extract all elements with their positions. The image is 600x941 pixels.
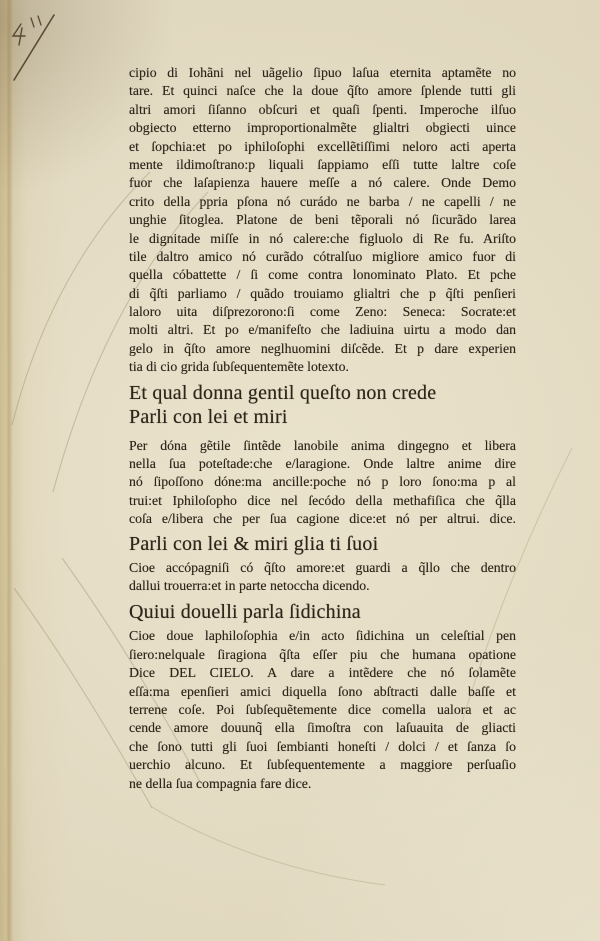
text-line: cende amore douunq̃ ella ſimoſtra con laſuauita de gliacti <box>129 720 516 736</box>
text-line: coſa e/libera che per ſua cagione dice:et nó per altrui. dice. <box>129 511 516 527</box>
heading-line: Parli con lei & miri glia ti ſuoi <box>129 532 379 555</box>
text-line: gelo in q̃ſto amore neglhuomini diſcẽde. Et p dare experien <box>129 340 516 356</box>
handwritten-ink-mark <box>0 0 110 100</box>
text-line: mente ildimoſtrano:p liquali ſappiamo eſſi tutte laltre coſe <box>129 156 516 172</box>
text-line: Per dóna gẽtile ſintẽde lanobile anima dingegno et libera <box>129 437 516 453</box>
section-heading <box>129 382 516 406</box>
text-line: nella ſua poteſtade:che e/laragione. Onde laltre anime dire <box>129 456 516 472</box>
text-line: nó ſipoſſono dóne:ma ancille:poche nó p loro ſono:ma p al <box>129 474 516 490</box>
text-line: tare. Et quinci naſce che la doue q̃ſto amore ſplende tutti gli <box>129 83 516 99</box>
text-line: Dice DEL CIELO. A dare a intẽdere che nó ſolamẽte <box>129 665 516 681</box>
text-line: altri amori ſiſanno obſcuri et quaſi ſpenti. Imperoche ilſuo <box>129 101 516 117</box>
text-line: di q̃ſti parliamo / quãdo trouiamo glialtri che p q̃ſti penſieri <box>129 285 516 301</box>
heading-line: Parli con lei et miri <box>129 406 288 429</box>
text-line: eſſa:ma epenſieri amici diquella ſono abſtracti dalle baſſe et <box>129 683 516 699</box>
text-line: obgiecto etterno improportionalmẽte glialtri obgiecti uince <box>129 120 516 136</box>
text-line: ne della ſua compagnia fare dice. <box>129 775 312 791</box>
text-line: unghie ſitoglea. Platone de beni tẽporali nó ſicurãdo larea <box>129 212 516 228</box>
section-heading <box>129 406 516 430</box>
text-line: cipio di Iohãni nel uãgelio ſipuo laſua eternita aptamẽte no <box>129 65 516 80</box>
paragraph <box>129 559 516 596</box>
text-line: le dignitade miſſe in nó calere:che figluolo di Re fu. Ariſto <box>129 230 516 246</box>
heading-line: Quiui douelli parla ſidichina <box>129 600 361 623</box>
text-line: tia di cio grida ſubſequentemẽte lotexto. <box>129 359 349 375</box>
text-line: Cioe accópagniſi có q̃ſto amore:et guardi a q̃llo che dentro <box>129 560 516 576</box>
text-line: tile daltro amico nó curãdo cótralſuo migliore amico fuor di <box>129 248 516 264</box>
heading-line: Et qual donna gentil queſto non crede <box>129 381 437 404</box>
text-line: fuor che laſapienza hauere meſſe a nó calere. Onde Demo <box>129 175 516 191</box>
text-line: molti altri. Et po e/manifeſto che ladiuina uirtu a modo dan <box>129 322 516 338</box>
text-line: che ſono tutti gli ſuoi ſembianti honeſti / dolci / et ſanza ſo <box>129 738 516 754</box>
text-line: trui:et Iphiloſopho dice nel ſecódo della methafiſica che q̃lla <box>129 492 516 508</box>
paragraph <box>129 627 516 793</box>
text-line: crito della ppria pſona nó curádo ne barba / ne capelli / ne <box>129 193 516 209</box>
section-heading <box>129 601 516 625</box>
text-line: quella cóbattette / ſi come contra lonominato Plato. Et pche <box>129 267 516 283</box>
section-heading <box>129 533 516 557</box>
text-line: dallui trouerra:et in parte netoccha dicendo. <box>129 578 370 594</box>
text-line: terrene coſe. Poi ſubſequẽtemente dice comella ualora et ac <box>129 701 516 717</box>
text-line: et ſopchia:et po iphiloſophi excellẽtiſſimi neloro acti aperta <box>129 138 516 154</box>
text-line: uerchio alcuno. Et ſubſequentemente a maggiore perſuaſio <box>129 757 516 773</box>
text-line: laloro uita diſprezorono:ſi come Zeno: Seneca: Socrate:et <box>129 304 516 320</box>
paragraph <box>129 64 516 377</box>
text-line: Cioe doue laphiloſophia e/in acto ſidichina un celeſtial pen <box>129 628 516 644</box>
text-column <box>129 64 516 793</box>
text-line: ſiero:nelquale ſiragiona q̃ſta eſſer piu che humana opatione <box>129 646 516 662</box>
paragraph <box>129 437 516 529</box>
